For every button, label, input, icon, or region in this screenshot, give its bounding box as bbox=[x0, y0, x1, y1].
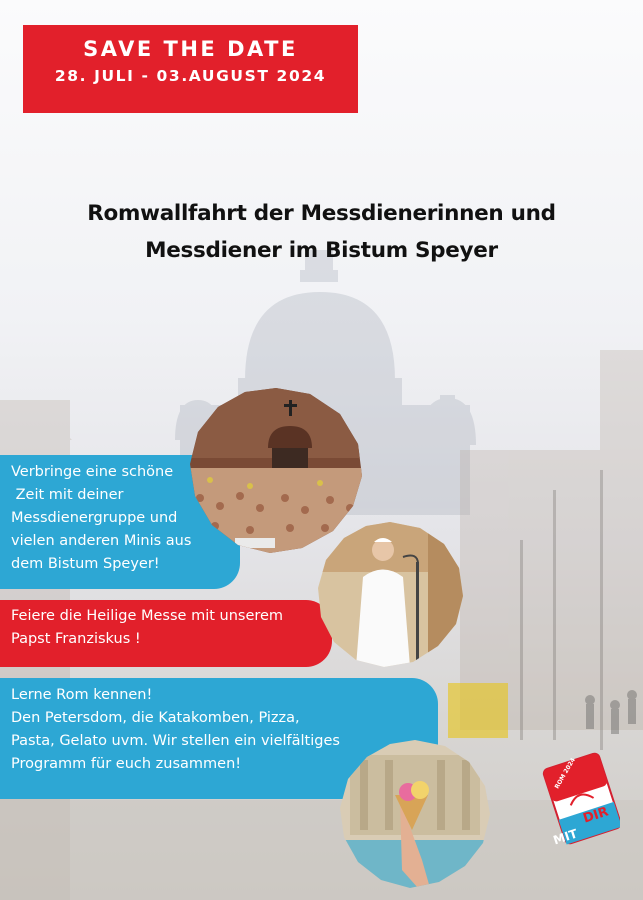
logo-word-dir: DIR bbox=[581, 804, 611, 827]
band3-line: Pasta, Gelato uvm. Wir stellen ein vielfältiges bbox=[11, 733, 340, 749]
band1-line: Verbringe eine schöne bbox=[11, 464, 174, 480]
band1-line: vielen anderen Minis aus bbox=[11, 533, 192, 549]
pope-photo bbox=[318, 522, 463, 667]
info-band-mass bbox=[0, 600, 332, 667]
band1-line: dem Bistum Speyer! bbox=[11, 556, 160, 572]
band1-line: Messdienergruppe und bbox=[11, 510, 178, 526]
band1-line: Zeit mit deiner bbox=[11, 487, 124, 503]
logo-word-mit: MIT bbox=[551, 826, 580, 848]
band2-line: Feiere die Heilige Messe mit unserem bbox=[11, 608, 284, 624]
title-line-2: Messdiener im Bistum Speyer bbox=[145, 238, 498, 263]
trevi-gelato-photo bbox=[340, 740, 490, 888]
band3-line: Programm für euch zusammen! bbox=[11, 756, 242, 772]
title-line-1: Romwallfahrt der Messdienerinnen und bbox=[87, 201, 556, 226]
page-title bbox=[30, 195, 613, 269]
save-the-date-banner bbox=[23, 25, 358, 113]
save-the-date-heading: SAVE THE DATE bbox=[83, 37, 298, 61]
band2-line: Papst Franziskus ! bbox=[11, 631, 141, 647]
band3-line: Den Petersdom, die Katakomben, Pizza, bbox=[11, 710, 300, 726]
logo-year: ROM 2024 bbox=[553, 756, 577, 791]
event-dates: 28. JULI - 03.AUGUST 2024 bbox=[54, 67, 327, 85]
band3-line: Lerne Rom kennen! bbox=[11, 687, 153, 703]
